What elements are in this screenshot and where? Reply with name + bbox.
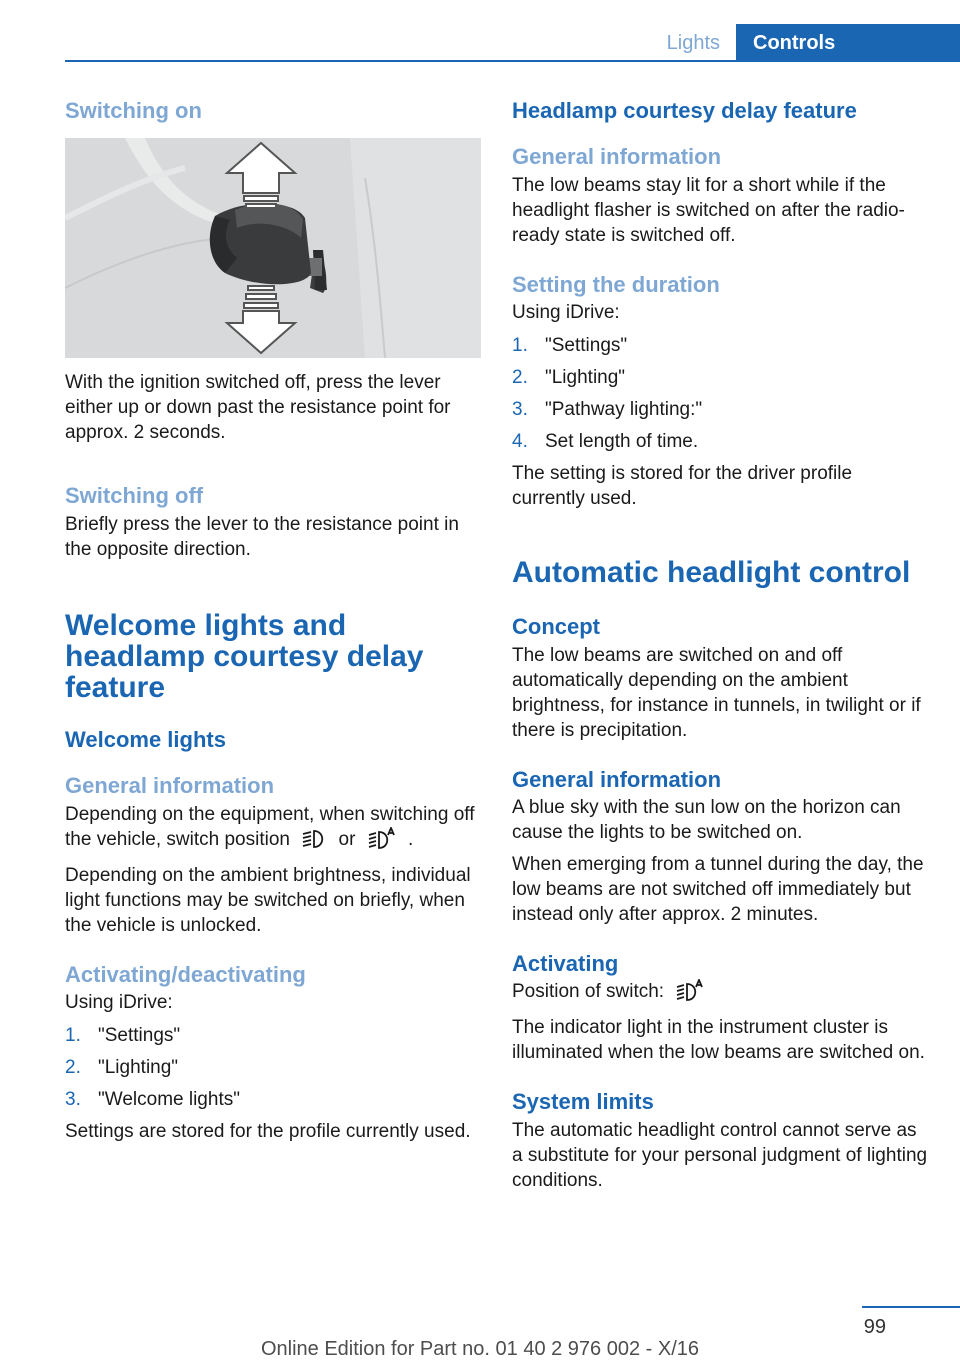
welcome-using-idrive: Using iDrive: (65, 991, 173, 1013)
left-column (65, 98, 481, 1144)
lever-illustration (65, 138, 481, 358)
switching-on-text: With the ignition switched off, press the lever either up or down past the resistance point for approx. 2 seconds. (65, 372, 451, 444)
heading-welcome-general-info: General information (65, 773, 275, 799)
welcome-general-text-a: Depending on the equipment, when switching off the vehicle, switch position (65, 803, 475, 850)
heading-courtesy-delay: Headlamp courtesy delay feature (512, 98, 857, 123)
courtesy-note: The setting is stored for the driver profile currently used. (512, 463, 853, 510)
heading-automatic-headlight-control: Automatic headlight control (512, 556, 911, 590)
system-limits-text: The automatic headlight control cannot serve as a substitute for your personal judgment of lighting conditions. (512, 1119, 928, 1191)
welcome-general-text-b: Depending on the ambient brightness, individual light functions may be switched on briefly, when the vehicle is unlocked. (65, 864, 471, 936)
header-section-label: Lights (666, 32, 720, 54)
list-item: 3. "Pathway lighting:" (512, 399, 703, 421)
heading-concept: Concept (512, 614, 600, 640)
heading-switching-off: Switching off (65, 483, 204, 509)
switching-off-text: Briefly press the lever to the resistance point in the opposite direction. (65, 513, 459, 560)
list-item: 1. "Settings" (65, 1024, 181, 1046)
auto-headlight-switch-icon (675, 979, 705, 1008)
welcome-general-or: or (338, 828, 356, 850)
indicator-light-text: The indicator light in the instrument cluster is illuminated when the low beams are switched on. (512, 1017, 925, 1064)
heading-switching-on: Switching on (65, 98, 202, 123)
concept-text: The low beams are switched on and off automatically depending on the ambient brightness, for instance in tunnels, in twilight or if there is precipitation. (512, 644, 921, 741)
footer-edition-text: Online Edition for Part no. 01 40 2 976 002 - X/16 (260, 1338, 700, 1360)
heading-system-limits: System limits (512, 1089, 654, 1115)
switch-position-label: Position of switch: (512, 981, 665, 1003)
courtesy-steps-list (512, 333, 930, 454)
auto-headlight-switch-icon (367, 827, 397, 856)
welcome-general-text (65, 802, 481, 856)
heading-auto-general-info: General information (512, 766, 722, 792)
list-item: 2. "Lighting" (512, 367, 626, 389)
footer-rule (862, 1306, 960, 1308)
heading-setting-duration: Setting the duration (512, 271, 720, 297)
courtesy-general-text: The low beams stay lit for a short while if the headlight flasher is switched on after the radio-ready state is switched off. (512, 174, 905, 246)
auto-general-text-b: When emerging from a tunnel during the day, the low beams are not switched off immediately but instead only after approx. 2 minutes. (512, 853, 924, 925)
low-beam-switch-icon (301, 829, 327, 856)
list-item: 2. "Lighting" (65, 1056, 179, 1078)
right-column (512, 98, 930, 1193)
heading-welcome-lights-courtesy: Welcome lights and headlamp courtesy delay feature (65, 608, 424, 704)
welcome-note: Settings are stored for the profile currently used. (65, 1120, 471, 1142)
auto-general-text-a: A blue sky with the sun low on the horizon can cause the lights to be switched on. (512, 796, 901, 843)
list-item: 1. "Settings" (512, 335, 628, 357)
page-number: 99 (863, 1316, 886, 1338)
courtesy-using-idrive: Using iDrive: (512, 302, 620, 324)
switch-position-text (512, 979, 930, 1008)
welcome-general-end: . (407, 828, 414, 850)
welcome-steps-list (65, 1023, 481, 1112)
list-item: 3. "Welcome lights" (65, 1088, 240, 1110)
heading-welcome-lights: Welcome lights (65, 726, 226, 752)
lever-image (65, 138, 481, 358)
heading-courtesy-general-info: General information (512, 144, 722, 170)
header-rule (65, 60, 960, 62)
page-header (65, 24, 960, 62)
list-item: 4. Set length of time. (512, 431, 699, 453)
heading-activating: Activating (512, 950, 619, 976)
header-chapter-tab: Controls (736, 24, 960, 62)
heading-activating-deactivating: Activating/deactivating (65, 961, 306, 987)
